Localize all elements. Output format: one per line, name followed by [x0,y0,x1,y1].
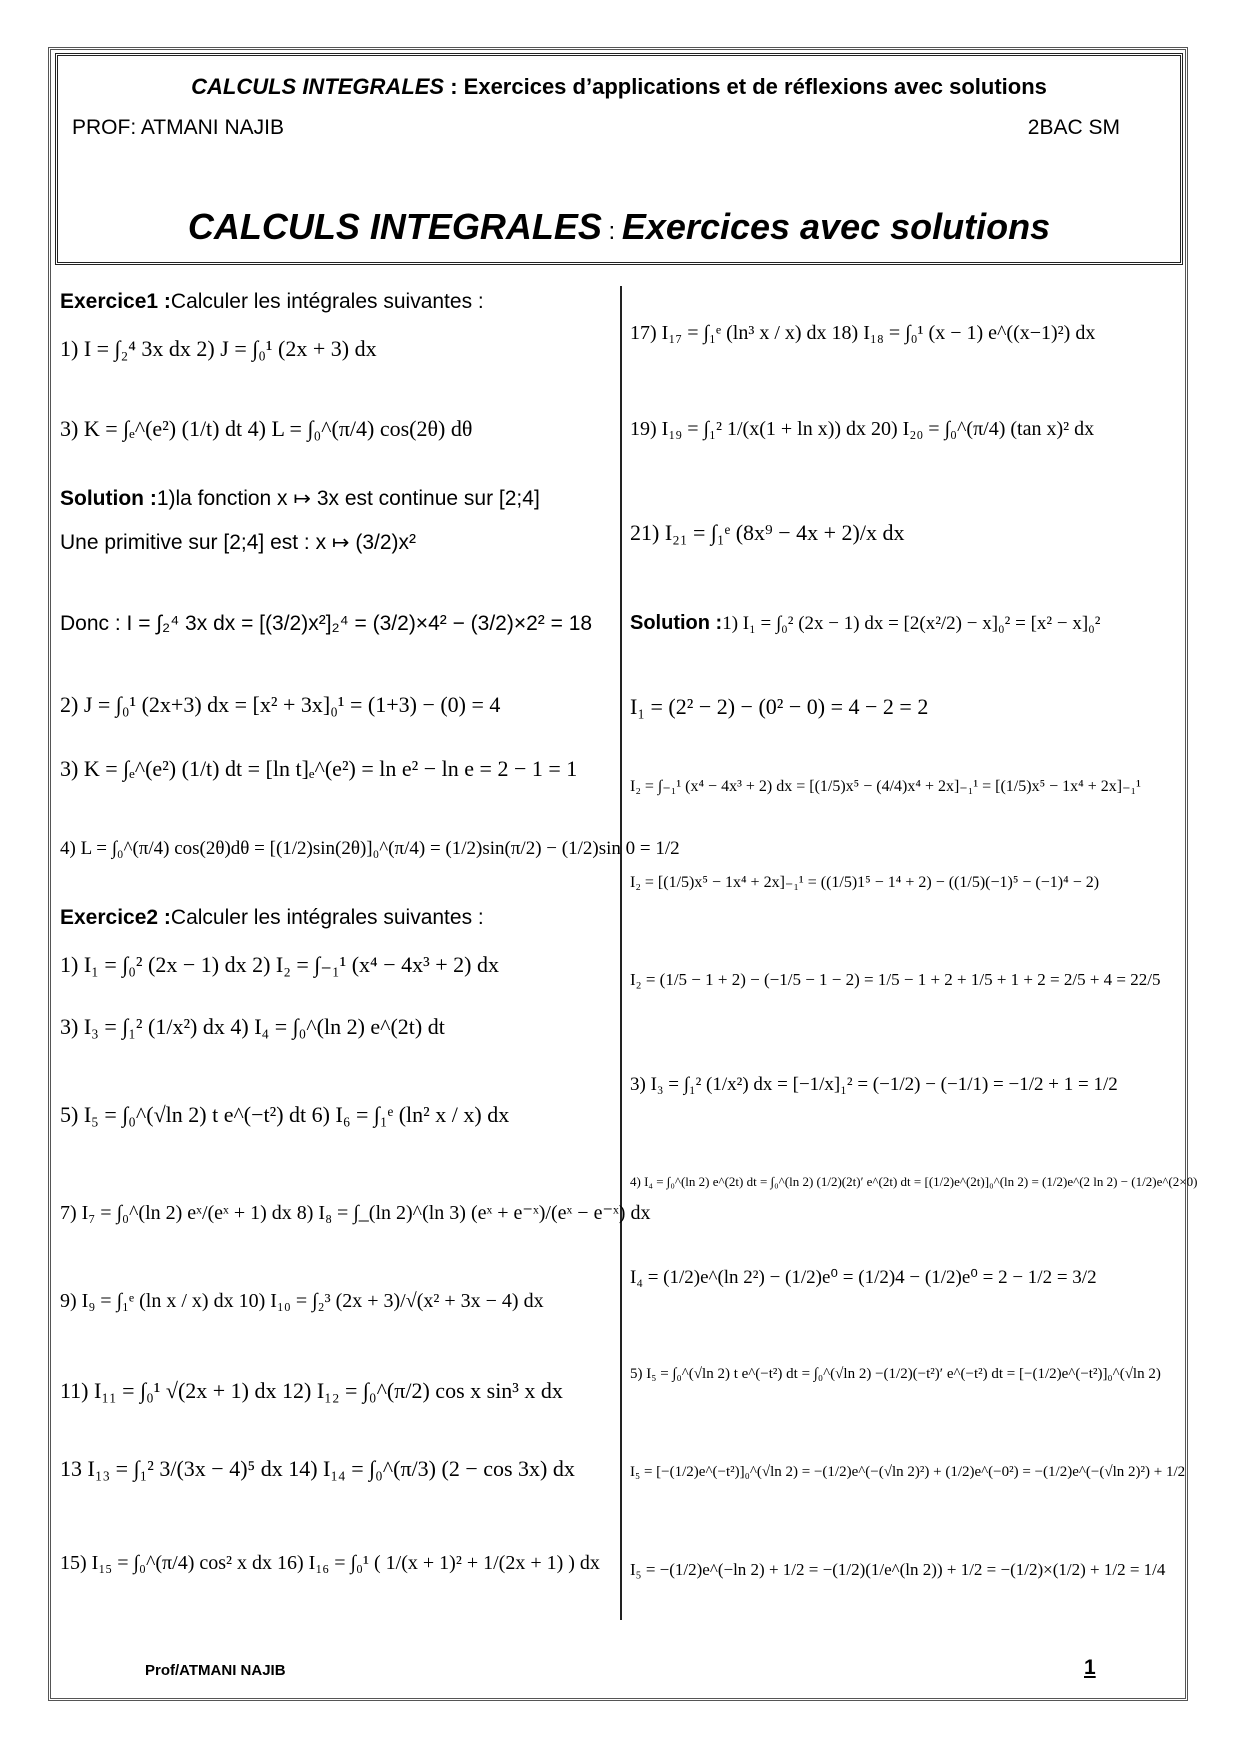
exercise-2-items-15-16: 15) I₁₅ = ∫₀^(π/4) cos² x dx 16) I₁₆ = ∫₀¹ ( 1/(x + 1)² + 1/(2x + 1) ) dx [60,1552,600,1574]
exercise-2-items-5-6: 5) I₅ = ∫₀^(√ln 2) t e^(−t²) dt 6) I₆ = ∫₁ᵉ (ln² x / x) dx [60,1102,510,1127]
header-subtitle-line [58,74,1180,100]
header-class-level: 2BAC SM [1027,116,1120,139]
exercise-2-items-11-12: 11) I₁₁ = ∫₀¹ √(2x + 1) dx 12) I₁₂ = ∫₀^(π/2) cos x sin³ x dx [60,1378,563,1403]
page-title-separator: : [601,218,622,245]
exercise-2-items-13-14: 13 I₁₃ = ∫₁² 3/(3x − 4)⁵ dx 14) I₁₄ = ∫₀^(π/3) (2 − cos 3x) dx [60,1456,575,1481]
column-divider [620,286,622,1620]
page-title-main: CALCULS INTEGRALES [187,206,602,247]
exercise-2-items-9-10: 9) I₉ = ∫₁ᵉ (ln x / x) dx 10) I₁₀ = ∫₂³ (2x + 3)/√(x² + 3x − 4) dx [60,1290,544,1312]
solution-2-I2-step2: I₂ = [(1/5)x⁵ − 1x⁴ + 2x]₋₁¹ = ((1/5)1⁵ − 1⁴ + 2) − ((1/5)(−1)⁵ − (−1)⁴ − 2) [630,874,1100,891]
exercise-2-item-21: 21) I₂₁ = ∫₁ᵉ (8x⁹ − 4x + 2)/x dx [630,520,905,545]
solution-2-I4-result: I₄ = (1/2)e^(ln 2²) − (1/2)e⁰ = (1/2)4 − (1/2)e⁰ = 2 − 1/2 = 3/2 [630,1267,1097,1288]
solution-1-L: 4) L = ∫₀^(π/4) cos(2θ)dθ = [(1/2)sin(2θ)]₀^(π/4) = (1/2)sin(π/2) − (1/2)sin 0 = 1/2 [60,838,680,859]
solution-1-K: 3) K = ∫ₑ^(e²) (1/t) dt = [ln t]ₑ^(e²) = ln e² − ln e = 2 − 1 = 1 [60,756,578,781]
header-topic-description: : Exercices d’applications et de réflexions avec solutions [444,74,1047,99]
exercise-1-heading: Exercice1 :Calculer les intégrales suivantes : [60,290,484,313]
exercise-1-items-1-2: 1) I = ∫₂⁴ 3x dx 2) J = ∫₀¹ (2x + 3) dx [60,336,377,361]
exercise-2-items-1-2: 1) I₁ = ∫₀² (2x − 1) dx 2) I₂ = ∫₋₁¹ (x⁴ − 4x³ + 2) dx [60,952,499,977]
solution-2-I4-step1: 4) I₄ = ∫₀^(ln 2) e^(2t) dt = ∫₀^(ln 2) (1/2)(2t)′ e^(2t) dt = [(1/2)e^(2t)]₀^(ln 2) = (1/2)e^(2 ln 2) − (1/2)e^(2×0) [630,1174,1198,1189]
footer-author: Prof/ATMANI NAJIB [145,1662,286,1679]
solution-2-I2-result: I₂ = (1/5 − 1 + 2) − (−1/5 − 1 − 2) = 1/5 − 1 + 2 + 1/5 + 1 + 2 = 2/5 + 4 = 22/5 [630,970,1161,989]
page-header [55,53,1183,265]
solution-1-J: 2) J = ∫₀¹ (2x+3) dx = [x² + 3x]₀¹ = (1+3) − (0) = 4 [60,692,501,717]
page-title-subtitle: Exercices avec solutions [621,206,1051,247]
exercise-2-heading: Exercice2 :Calculer les intégrales suivantes : [60,906,484,929]
page-number: 1 [1084,1656,1096,1679]
solution-2-I1: Solution :1) I₁ = ∫₀² (2x − 1) dx = [2(x²/2) − x]₀² = [x² − x]₀² [630,612,1101,634]
solution-2-I3: 3) I₃ = ∫₁² (1/x²) dx = [−1/x]₁² = (−1/2) − (−1/1) = −1/2 + 1 = 1/2 [630,1074,1118,1095]
solution-2-I5-step1: 5) I₅ = ∫₀^(√ln 2) t e^(−t²) dt = ∫₀^(√ln 2) −(1/2)(−t²)′ e^(−t²) dt = [−(1/2)e^(−t²)]₀^(√ln 2) [630,1366,1161,1382]
exercise-2-items-17-18: 17) I₁₇ = ∫₁ᵉ (ln³ x / x) dx 18) I₁₈ = ∫₀¹ (x − 1) e^((x−1)²) dx [630,322,1096,344]
solution-1-primitive: Une primitive sur [2;4] est : x ↦ (3/2)x² [60,531,417,554]
exercise-2-items-7-8: 7) I₇ = ∫₀^(ln 2) eˣ/(eˣ + 1) dx 8) I₈ = ∫_(ln 2)^(ln 3) (eˣ + e⁻ˣ)/(eˣ − e⁻ˣ) dx [60,1202,651,1224]
header-topic: CALCULS INTEGRALES [191,74,445,99]
exercise-2-items-19-20: 19) I₁₉ = ∫₁² 1/(x(1 + ln x)) dx 20) I₂₀ = ∫₀^(π/4) (tan x)² dx [630,418,1095,440]
solution-2-I5-step2: I₅ = [−(1/2)e^(−t²)]₀^(√ln 2) = −(1/2)e^(−(√ln 2)²) + (1/2)e^(−0²) = −(1/2)e^(−(√ln 2)²) + 1/2 [630,1464,1186,1480]
solution-1-intro: Solution :1)la fonction x ↦ 3x est continue sur [2;4] [60,487,540,510]
page-title [58,206,1180,248]
exercise-1-items-3-4: 3) K = ∫ₑ^(e²) (1/t) dt 4) L = ∫₀^(π/4) cos(2θ) dθ [60,416,473,441]
solution-1-result: Donc : I = ∫₂⁴ 3x dx = [(3/2)x²]₂⁴ = (3/2)×4² − (3/2)×2² = 18 [60,612,593,635]
solution-2-I2-step1: I₂ = ∫₋₁¹ (x⁴ − 4x³ + 2) dx = [(1/5)x⁵ − (4/4)x⁴ + 2x]₋₁¹ = [(1/5)x⁵ − 1x⁴ + 2x]₋₁¹ [630,778,1141,795]
solution-2-I1-result: I₁ = (2² − 2) − (0² − 0) = 4 − 2 = 2 [630,694,929,719]
solution-2-I5-result: I₅ = −(1/2)e^(−ln 2) + 1/2 = −(1/2)(1/e^(ln 2)) + 1/2 = −(1/2)×(1/2) + 1/2 = 1/4 [630,1560,1166,1579]
exercise-2-items-3-4: 3) I₃ = ∫₁² (1/x²) dx 4) I₄ = ∫₀^(ln 2) e^(2t) dt [60,1014,445,1039]
header-teacher: PROF: ATMANI NAJIB [72,116,284,139]
